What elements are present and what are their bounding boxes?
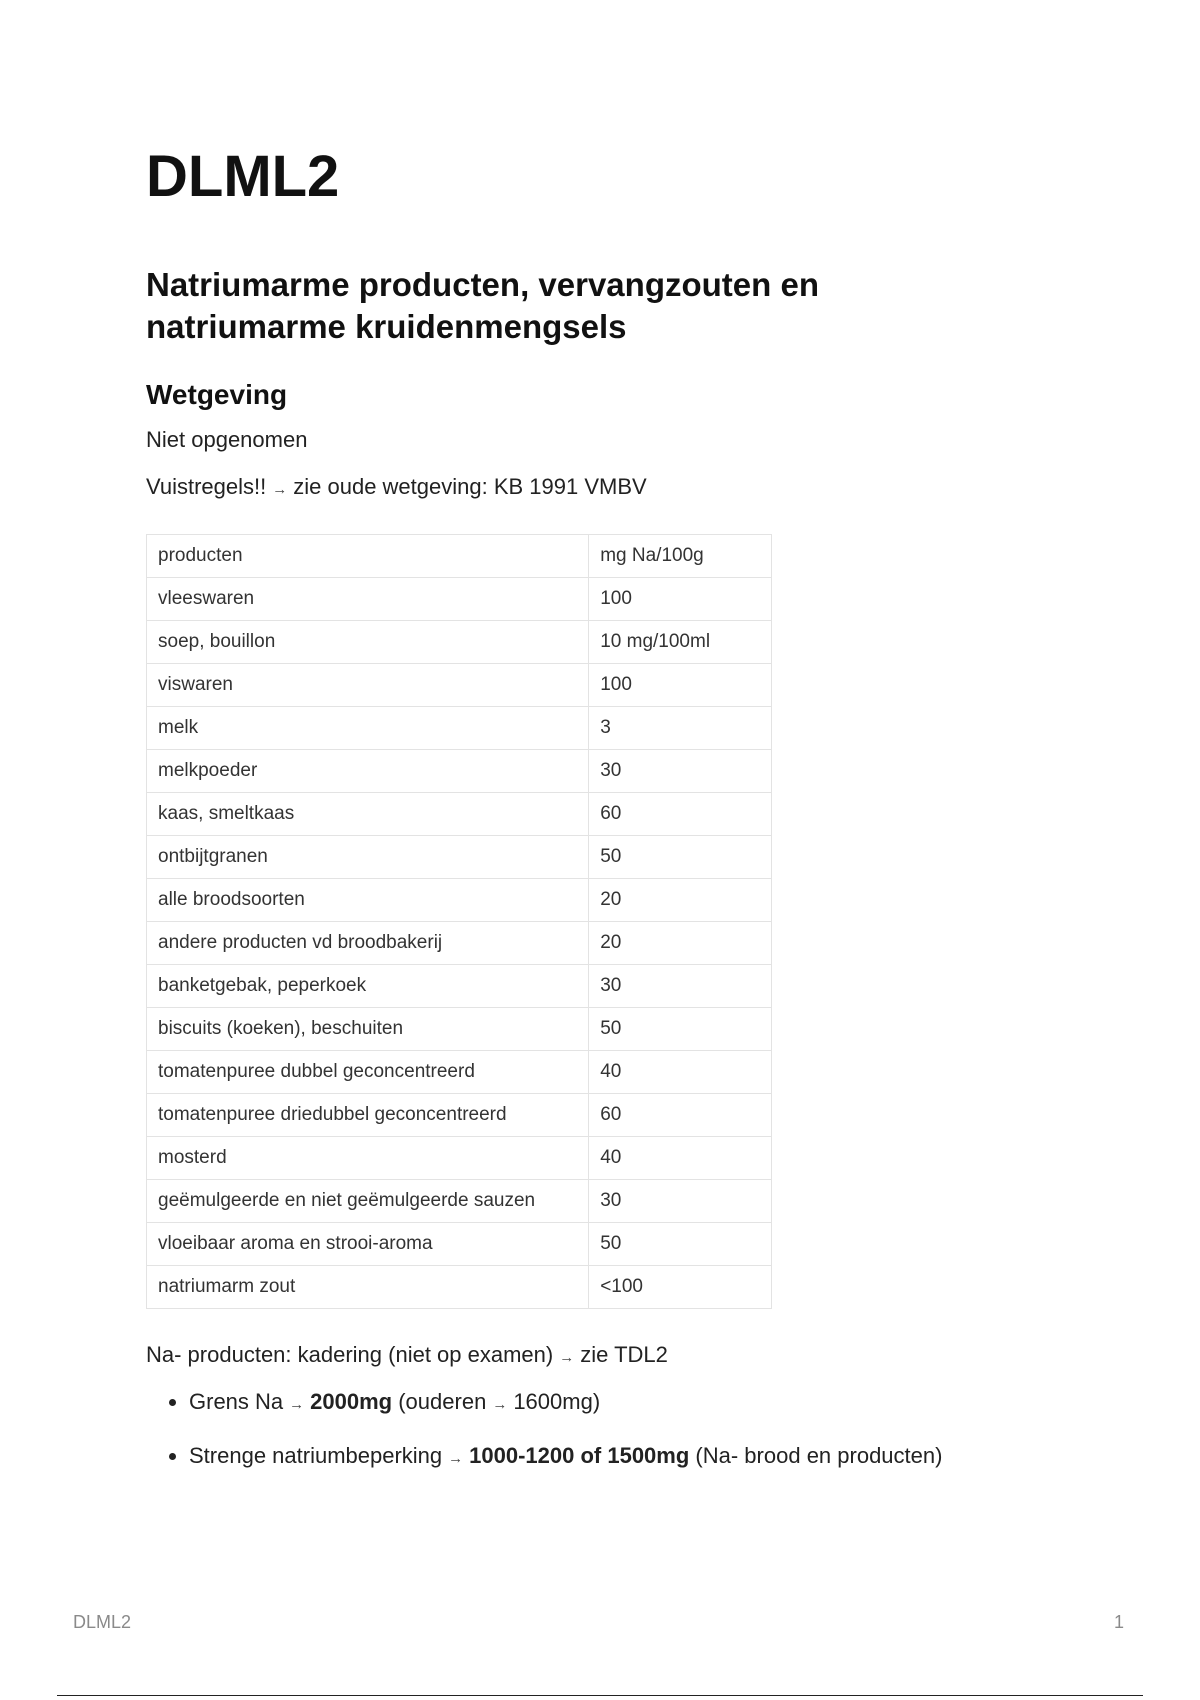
arrow-right-icon: →: [448, 1450, 464, 1467]
sodium-value-cell: 40: [589, 1051, 772, 1094]
sodium-value-cell: <100: [589, 1266, 772, 1309]
footer-document-name: DLML2: [73, 1612, 132, 1632]
sodium-value-cell: 30: [589, 750, 772, 793]
table-row: [147, 1180, 772, 1223]
table-row: [147, 836, 772, 879]
sodium-value-cell: 10 mg/100ml: [589, 621, 772, 664]
product-cell: tomatenpuree driedubbel geconcentreerd: [147, 1094, 589, 1137]
product-cell: banketgebak, peperkoek: [147, 965, 589, 1008]
sodium-value-cell: 20: [589, 922, 772, 965]
product-cell: vleeswaren: [147, 578, 589, 621]
list-item: [189, 1388, 942, 1419]
product-cell: ontbijtgranen: [147, 836, 589, 879]
document-title: DLML2: [146, 144, 340, 209]
sodium-value-cell: 40: [589, 1137, 772, 1180]
sodium-value-cell: 50: [589, 1008, 772, 1051]
product-cell: geëmulgeerde en niet geëmulgeerde sauzen: [147, 1180, 589, 1223]
table-row: [147, 793, 772, 836]
paragraph-not-included: Niet opgenomen: [146, 427, 308, 452]
sodium-value-cell: 60: [589, 1094, 772, 1137]
bullet-text: (ouderen: [398, 1389, 487, 1414]
product-cell: melkpoeder: [147, 750, 589, 793]
table-row: [147, 750, 772, 793]
product-cell: vloeibaar aroma en strooi-aroma: [147, 1223, 589, 1266]
table-row: [147, 1266, 772, 1309]
sodium-value-cell: 20: [589, 879, 772, 922]
table-row: [147, 922, 772, 965]
subsection-heading-wetgeving: Wetgeving: [146, 379, 288, 410]
sodium-value-cell: 30: [589, 965, 772, 1008]
product-cell: biscuits (koeken), beschuiten: [147, 1008, 589, 1051]
na-prefix: Na- producten: kadering (niet op examen): [146, 1342, 554, 1367]
footer-divider: [57, 1695, 1143, 1696]
product-cell: andere producten vd broodbakerij: [147, 922, 589, 965]
sodium-value-cell: 50: [589, 836, 772, 879]
bullet-bold-value: 2000mg: [310, 1389, 393, 1414]
product-cell: natriumarm zout: [147, 1266, 589, 1309]
table-row: [147, 621, 772, 664]
table-row: [147, 1137, 772, 1180]
paragraph-na-products: [146, 1341, 668, 1372]
table-row: [147, 1223, 772, 1266]
table-row: [147, 578, 772, 621]
table-header-cell: producten: [147, 535, 589, 578]
product-cell: viswaren: [147, 664, 589, 707]
rules-suffix: zie oude wetgeving: KB 1991 VMBV: [293, 474, 647, 499]
table-row: [147, 965, 772, 1008]
footer-page-number: 1: [1113, 1612, 1124, 1632]
bullet-text: (Na- brood en producten): [695, 1443, 943, 1468]
table-row: [147, 707, 772, 750]
product-cell: mosterd: [147, 1137, 589, 1180]
paragraph-rules-of-thumb: [146, 473, 647, 504]
table-row: [147, 1008, 772, 1051]
table-row: [147, 1094, 772, 1137]
arrow-right-icon: →: [272, 481, 288, 498]
sodium-value-cell: 100: [589, 664, 772, 707]
bullet-list: [146, 1388, 942, 1496]
sodium-value-cell: 50: [589, 1223, 772, 1266]
bullet-text: Grens Na: [189, 1389, 284, 1414]
table-header-row: [147, 535, 772, 578]
sodium-limits-table: [146, 534, 772, 1309]
table-row: [147, 664, 772, 707]
sodium-value-cell: 60: [589, 793, 772, 836]
arrow-right-icon: →: [492, 1396, 508, 1413]
sodium-value-cell: 3: [589, 707, 772, 750]
product-cell: soep, bouillon: [147, 621, 589, 664]
bullet-text: 1600mg): [513, 1389, 601, 1414]
arrow-right-icon: →: [289, 1396, 305, 1413]
table-row: [147, 1051, 772, 1094]
product-cell: alle broodsoorten: [147, 879, 589, 922]
table-row: [147, 879, 772, 922]
sodium-value-cell: 100: [589, 578, 772, 621]
table-body: [147, 535, 772, 1309]
sodium-value-cell: 30: [589, 1180, 772, 1223]
bullet-bold-value: 1000-1200 of 1500mg: [469, 1443, 690, 1468]
rules-prefix: Vuistregels!!: [146, 474, 267, 499]
list-item: [189, 1442, 942, 1473]
product-cell: melk: [147, 707, 589, 750]
arrow-right-icon: →: [559, 1349, 575, 1366]
section-title: Natriumarme producten, vervangzouten en natriumarme kruidenmengsels: [146, 266, 819, 345]
table-header-cell: mg Na/100g: [589, 535, 772, 578]
bullet-text: Strenge natriumbeperking: [189, 1443, 443, 1468]
na-suffix: zie TDL2: [580, 1342, 668, 1367]
product-cell: kaas, smeltkaas: [147, 793, 589, 836]
product-cell: tomatenpuree dubbel geconcentreerd: [147, 1051, 589, 1094]
